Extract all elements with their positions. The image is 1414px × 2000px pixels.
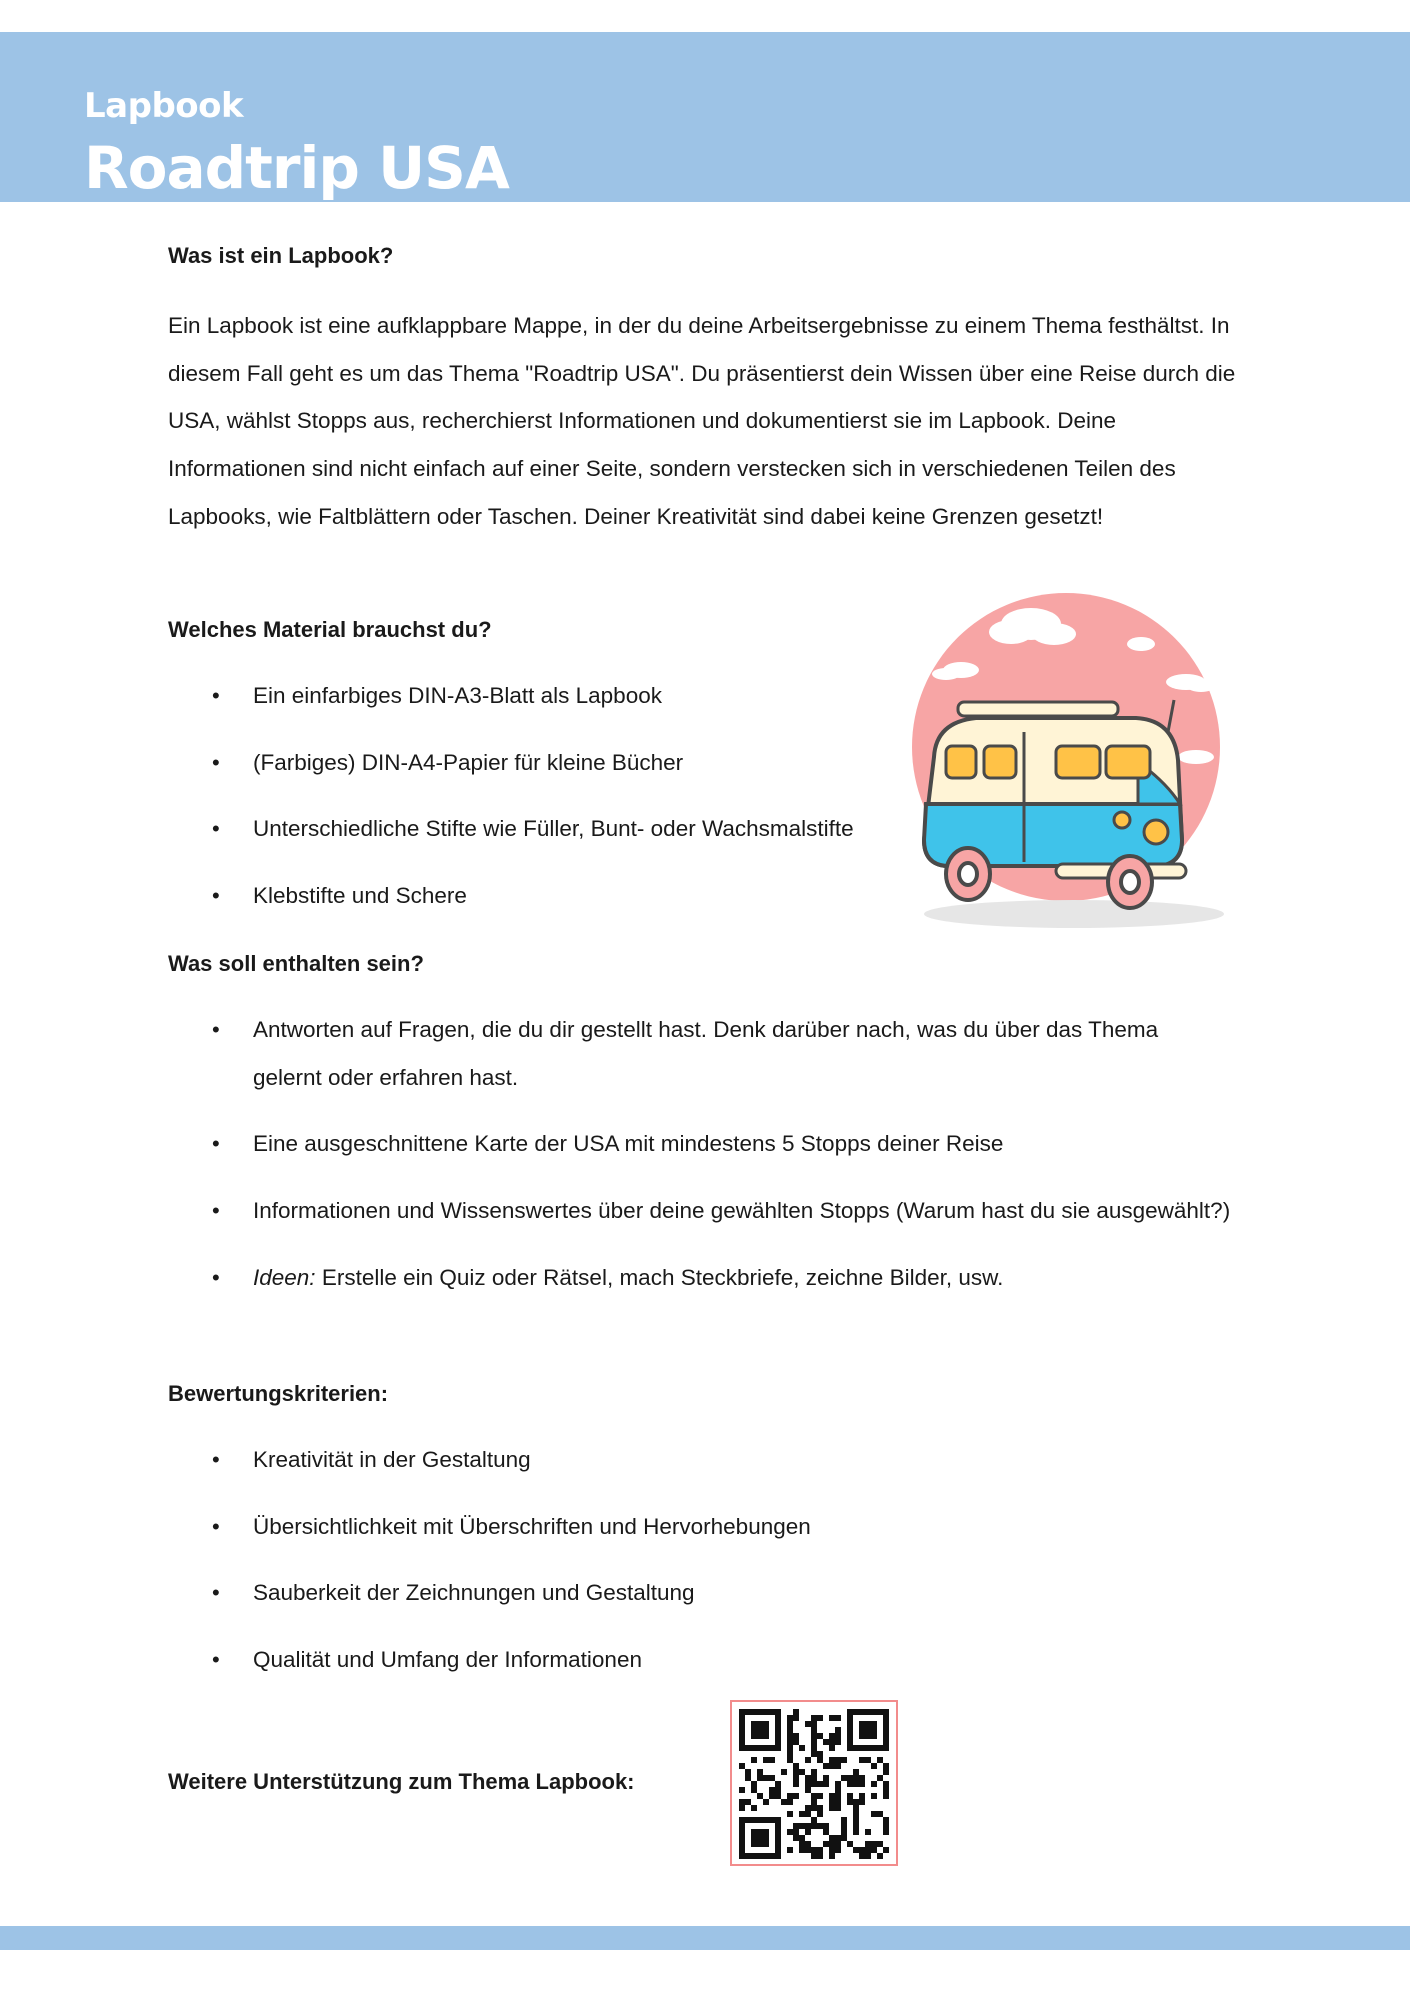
list-item-text: Kreativität in der Gestaltung bbox=[253, 1447, 531, 1472]
camper-van-illustration bbox=[906, 582, 1226, 932]
bullet: • bbox=[212, 883, 220, 909]
list-item-text: Antworten auf Fragen, die du dir gestellt hast. Denk darüber nach, was du über das Thema gelernt oder erfahren hast. bbox=[253, 1017, 1159, 1090]
list-item-text: Unterschiedliche Stifte wie Füller, Bunt- oder Wachsmalstifte bbox=[253, 816, 854, 842]
footer-bar bbox=[0, 1926, 1410, 1950]
heading-criteria: Bewertungskriterien: bbox=[168, 1381, 389, 1406]
header-banner bbox=[0, 32, 1410, 202]
list-item-text: Ein einfarbiges DIN-A3-Blatt als Lapbook bbox=[253, 683, 662, 708]
list-item bbox=[168, 1006, 1253, 1101]
list-item-text: Erstelle ein Quiz oder Rätsel, mach Steckbriefe, zeichne Bilder, usw. bbox=[315, 1264, 1004, 1290]
qr-code[interactable] bbox=[730, 1700, 898, 1866]
bullet: • bbox=[212, 1513, 220, 1539]
bullet: • bbox=[212, 1647, 220, 1673]
list-item-text: Informationen und Wissenswertes über deine gewählten Stopps (Warum hast du sie ausgewählt?) bbox=[253, 1198, 1231, 1224]
list-item-text: Übersichtlichkeit mit Überschriften und Hervorhebungen bbox=[253, 1513, 811, 1539]
bullet: • bbox=[212, 1447, 220, 1472]
heading-content: Was soll enthalten sein? bbox=[168, 951, 424, 976]
list-item-text: (Farbiges) DIN-A4-Papier für kleine Bücher bbox=[253, 749, 684, 775]
list-item-text: Eine ausgeschnittene Karte der USA mit mindestens 5 Stopps deiner Reise bbox=[253, 1131, 1004, 1157]
heading-what-is-lapbook: Was ist ein Lapbook? bbox=[168, 243, 394, 268]
camper-van-icon bbox=[906, 582, 1226, 932]
bullet: • bbox=[212, 816, 220, 842]
list-item bbox=[168, 1503, 1268, 1551]
ideas-label: Ideen: bbox=[253, 1264, 316, 1290]
bullet: • bbox=[212, 1198, 220, 1224]
list-item bbox=[168, 1436, 1268, 1484]
heading-material: Welches Material brauchst du? bbox=[168, 617, 492, 642]
bullet: • bbox=[212, 749, 220, 775]
bullet: • bbox=[212, 1580, 220, 1606]
list-item bbox=[168, 1187, 1233, 1235]
content-list bbox=[168, 1006, 1268, 1321]
support-label: Weitere Unterstützung zum Thema Lapbook: bbox=[168, 1769, 635, 1794]
list-item-text: Sauberkeit der Zeichnungen und Gestaltung bbox=[253, 1580, 695, 1606]
list-item bbox=[168, 1569, 1268, 1617]
header-kicker: Lapbook bbox=[84, 86, 244, 126]
qr-code-icon bbox=[732, 1702, 896, 1864]
list-item bbox=[168, 1636, 1268, 1684]
intro-paragraph: Ein Lapbook ist eine aufklappbare Mappe, in der du deine Arbeitsergebnisse zu einem Thema festhältst. In diesem Fall geht es um das Thema "Roadtrip USA". Du präsentierst dein Wissen über eine Reise durch die USA, wählst Stopps aus, recherchierst Informationen und dokumentierst sie im Lapbook. Deine Informationen sind nicht einfach auf einer Seite, sondern verstecken sich in verschiedenen Teilen des Lapbooks, wie Faltblättern oder Taschen. Deiner Kreativität sind dabei keine Grenzen gesetzt! bbox=[168, 313, 1236, 529]
list-item-text: Qualität und Umfang der Informationen bbox=[253, 1647, 642, 1673]
page-title: Roadtrip USA bbox=[84, 134, 509, 202]
list-item bbox=[168, 1254, 1268, 1302]
list-item-text: Klebstifte und Schere bbox=[253, 883, 467, 909]
bullet: • bbox=[212, 1131, 220, 1157]
criteria-list bbox=[168, 1436, 1268, 1703]
bullet: • bbox=[212, 683, 220, 708]
bullet: • bbox=[212, 1017, 220, 1042]
bullet: • bbox=[212, 1264, 220, 1290]
list-item bbox=[168, 1120, 1268, 1168]
